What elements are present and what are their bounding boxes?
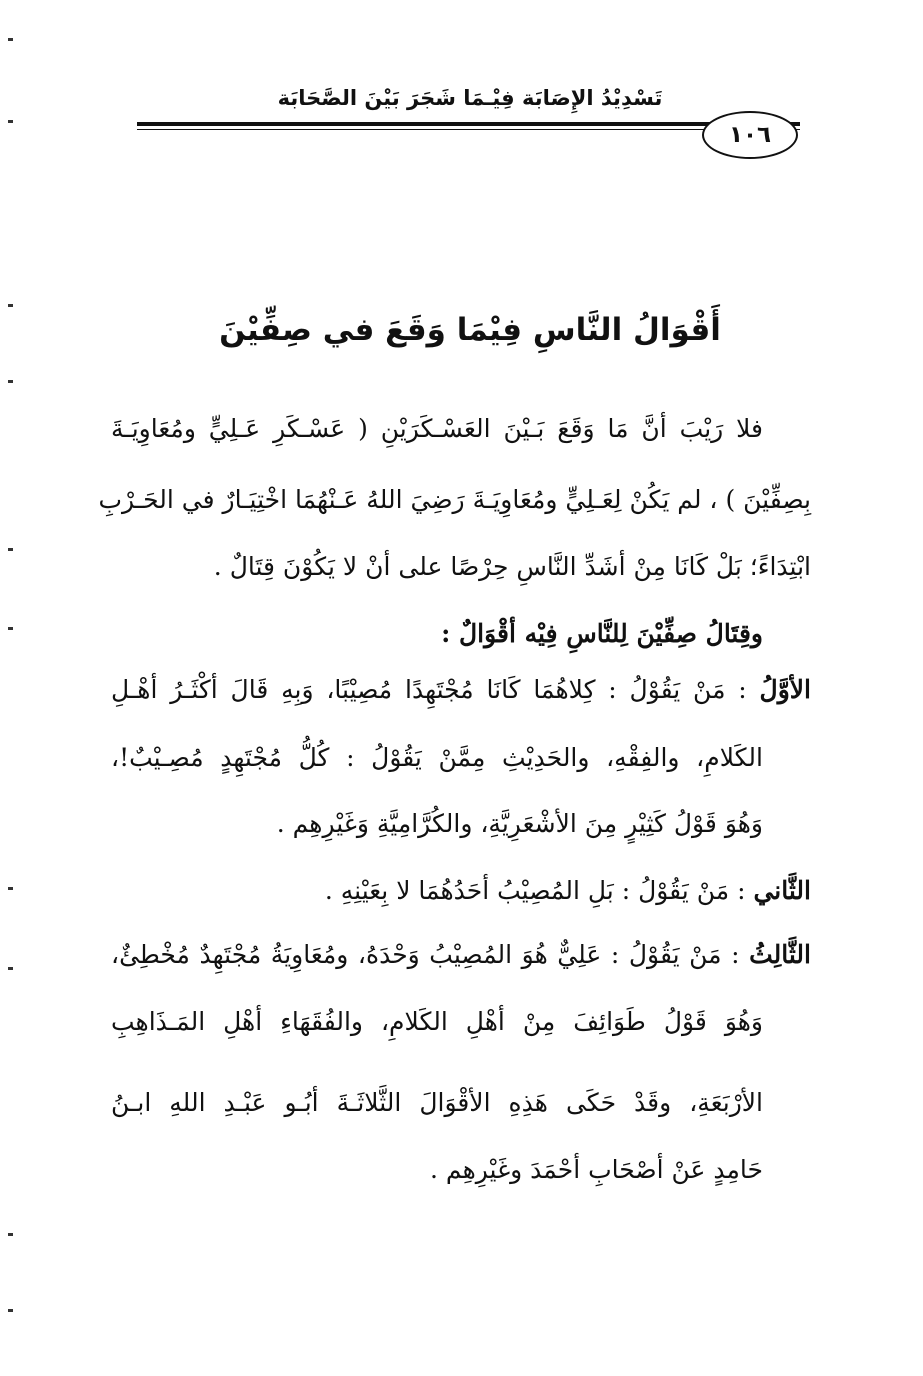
margin-speck <box>8 380 13 383</box>
body-line-4: وقِتَالُ صِفِّيْنَ لِلنَّاسِ فِيْه أقْوَالٌ : <box>441 619 763 648</box>
first-opinion-line <box>111 675 811 704</box>
chapter-title: أَقْوَالُ النَّاسِ فِيْمَا وَقَعَ في صِفِّيْنَ <box>219 312 721 348</box>
margin-speck <box>8 1233 13 1236</box>
body-line-7: وَهُوَ قَوْلُ كَثِيْرٍ مِنَ الأشْعَرِيَّةِ، والكُرَّامِيَّةِ وَغَيْرِهِم . <box>276 809 763 838</box>
margin-speck <box>8 120 13 123</box>
third-opinion-label: الثَّالِثُ <box>749 940 811 969</box>
running-title: تَسْدِيْدُ الإِصَابَة فِيْـمَا شَجَرَ بَيْنَ الصَّحَابَة <box>277 86 663 110</box>
body-line-6: الكَلامِ، والفِقْهِ، والحَدِيْثِ مِمَّنْ يَقُوْلُ : كُلُّ مُجْتَهِدٍ مُصِـيْبٌ!، <box>111 743 763 772</box>
margin-speck <box>8 548 13 551</box>
body-line-2: بِصِفِّيْنَ ) ، لم يَكُنْ لِعَـلِيٍّ ومُعَاوِيَـةَ رَضِيَ اللهُ عَـنْهُمَا اخْتِيَـارٌ في الحَـرْبِ <box>98 485 811 514</box>
margin-speck <box>8 887 13 890</box>
margin-speck <box>8 1309 13 1312</box>
third-opinion-line <box>111 940 811 969</box>
first-opinion-text: : مَنْ يَقُوْلُ : كِلاهُمَا كَانَا مُجْتَهِدًا مُصِيْبًا، وَبِهِ قَالَ أكْثَـرُ أهْـلِ <box>111 675 747 704</box>
margin-speck <box>8 38 13 41</box>
second-opinion-label: الثَّاني <box>753 876 811 905</box>
margin-speck <box>8 627 13 630</box>
second-opinion-line <box>111 876 811 905</box>
margin-speck <box>8 967 13 970</box>
body-line-10: وَهُوَ قَوْلُ طَوَائِفَ مِنْ أهْلِ الكَلامِ، والفُقَهَاءِ أهْلِ المَـذَاهِبِ <box>111 1007 763 1036</box>
margin-speck <box>8 304 13 307</box>
body-line-3: ابْتِدَاءً؛ بَلْ كَانَا مِنْ أشَدِّ النَّاسِ حِرْصًا على أنْ لا يَكُوْنَ قِتَالٌ . <box>213 552 811 581</box>
body-line-11: الأرْبَعَةِ، وقَدْ حَكَى هَذِهِ الأقْوَالَ الثَّلاثَـةَ أبُـو عَبْـدِ اللهِ ابـنُ <box>111 1088 763 1117</box>
third-opinion-text: : مَنْ يَقُوْلُ : عَلِيٌّ هُوَ المُصِيْبُ وَحْدَهُ، ومُعَاوِيَةُ مُجْتَهِدٌ مُخْطِئٌ، <box>111 940 740 969</box>
second-opinion-text: : مَنْ يَقُوْلُ : بَلِ المُصِيْبُ أحَدُهُمَا لا بِعَيْنِهِ . <box>324 876 746 905</box>
body-line-12: حَامِدٍ عَنْ أصْحَابِ أحْمَدَ وغَيْرِهِم . <box>430 1155 763 1184</box>
body-line-1: فلا رَيْبَ أنَّ مَا وَقَعَ بَـيْنَ العَسْـكَرَيْنِ ( عَسْـكَرِ عَـلِيٍّ ومُعَاوِيَـةَ <box>111 414 763 443</box>
header-rule-thick <box>137 122 800 126</box>
header-rule-thin <box>137 129 800 130</box>
first-opinion-label: الأوَّلُ <box>759 675 811 704</box>
page-number: ١٠٦ <box>702 111 798 159</box>
